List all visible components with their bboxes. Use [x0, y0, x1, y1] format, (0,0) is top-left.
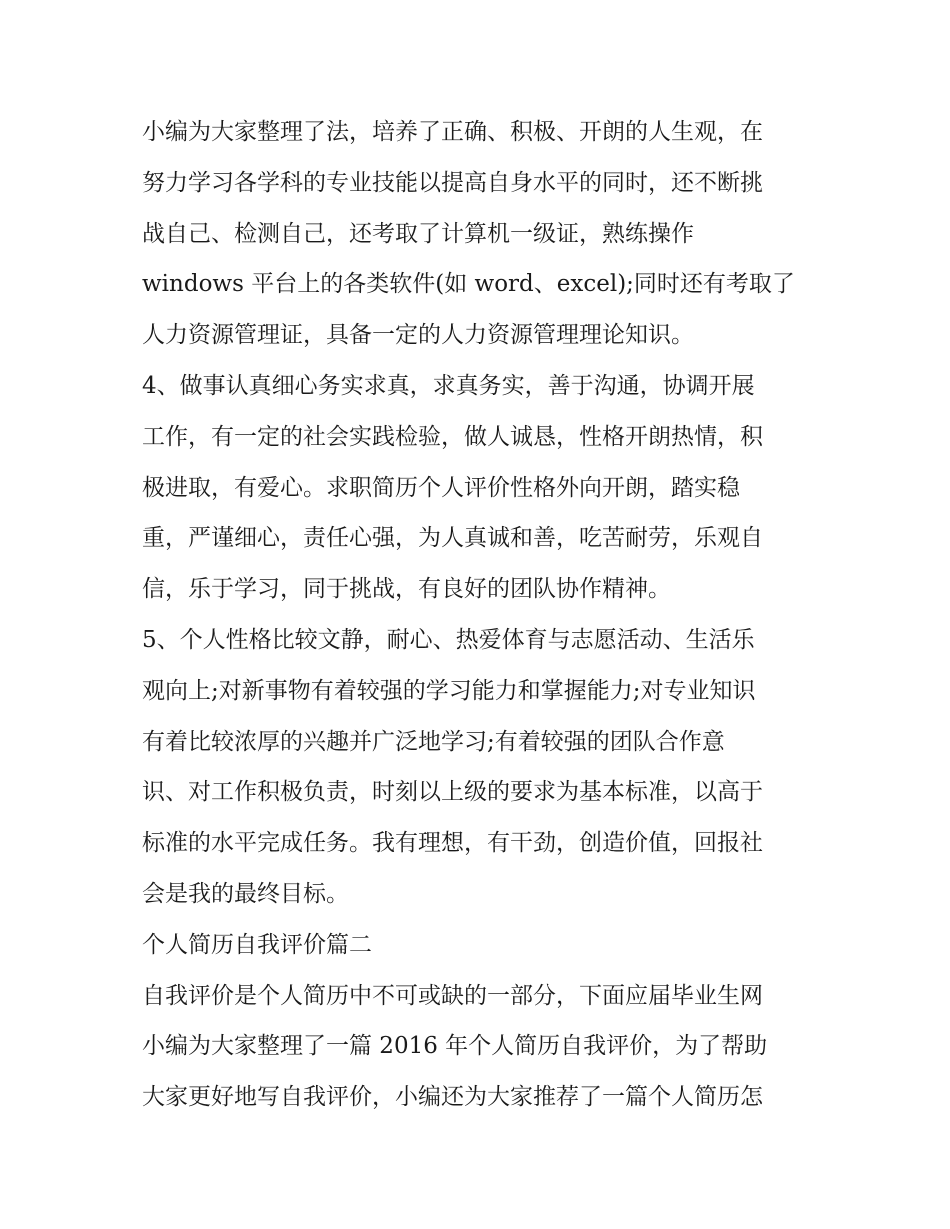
text-line: 标准的水平完成任务。我有理想，有干劲，创造价值，回报社: [142, 830, 763, 857]
text-line: 小编为大家整理了法，培养了正确、积极、开朗的人生观，在: [142, 119, 763, 145]
text-line: 自我评价是个人简历中不可或缺的一部分，下面应届毕业生网: [142, 982, 763, 1009]
section-heading: 个人简历自我评价篇二: [142, 931, 372, 958]
text-line: 极进取，有爱心。求职简历个人评价性格外向开朗，踏实稳: [142, 474, 740, 501]
list-item-4: 4、做事认真细心务实求真，求真务实，善于沟通，协调开展: [142, 372, 755, 399]
text-line: 观向上;对新事物有着较强的学习能力和掌握能力;对专业知识: [142, 677, 756, 704]
text-line: 大家更好地写自我评价，小编还为大家推荐了一篇个人简历怎: [142, 1084, 763, 1111]
body-text: [142, 107, 822, 1123]
text-line: 战自己、检测自己，还考取了计算机一级证，熟练操作: [142, 220, 694, 247]
text-line: 工作，有一定的社会实践检验，做人诚恳，性格开朗热情，积: [142, 423, 763, 450]
text-line: 努力学习各学科的专业技能以提高自身水平的同时，还不断挑: [142, 169, 763, 196]
text-line: 有着比较浓厚的兴趣并广泛地学习;有着较强的团队合作意: [142, 728, 725, 755]
list-item-5: 5、个人性格比较文静，耐心、热爱体育与志愿活动、生活乐: [142, 626, 755, 653]
text-line: 识、对工作积极负责，时刻以上级的要求为基本标准，以高于: [142, 779, 763, 806]
text-line: 小编为大家整理了一篇 2016 年个人简历自我评价，为了帮助: [142, 1033, 768, 1060]
text-line: 会是我的最终目标。: [142, 880, 349, 907]
text-line: windows 平台上的各类软件(如 word、excel);同时还有考取了: [142, 271, 795, 298]
text-line: 重，严谨细心，责任心强，为人真诚和善，吃苦耐劳，乐观自: [142, 525, 763, 552]
text-line: 人力资源管理证，具备一定的人力资源管理理论知识。: [142, 322, 694, 349]
text-line: 信，乐于学习，同于挑战，有良好的团队协作精神。: [142, 576, 671, 603]
